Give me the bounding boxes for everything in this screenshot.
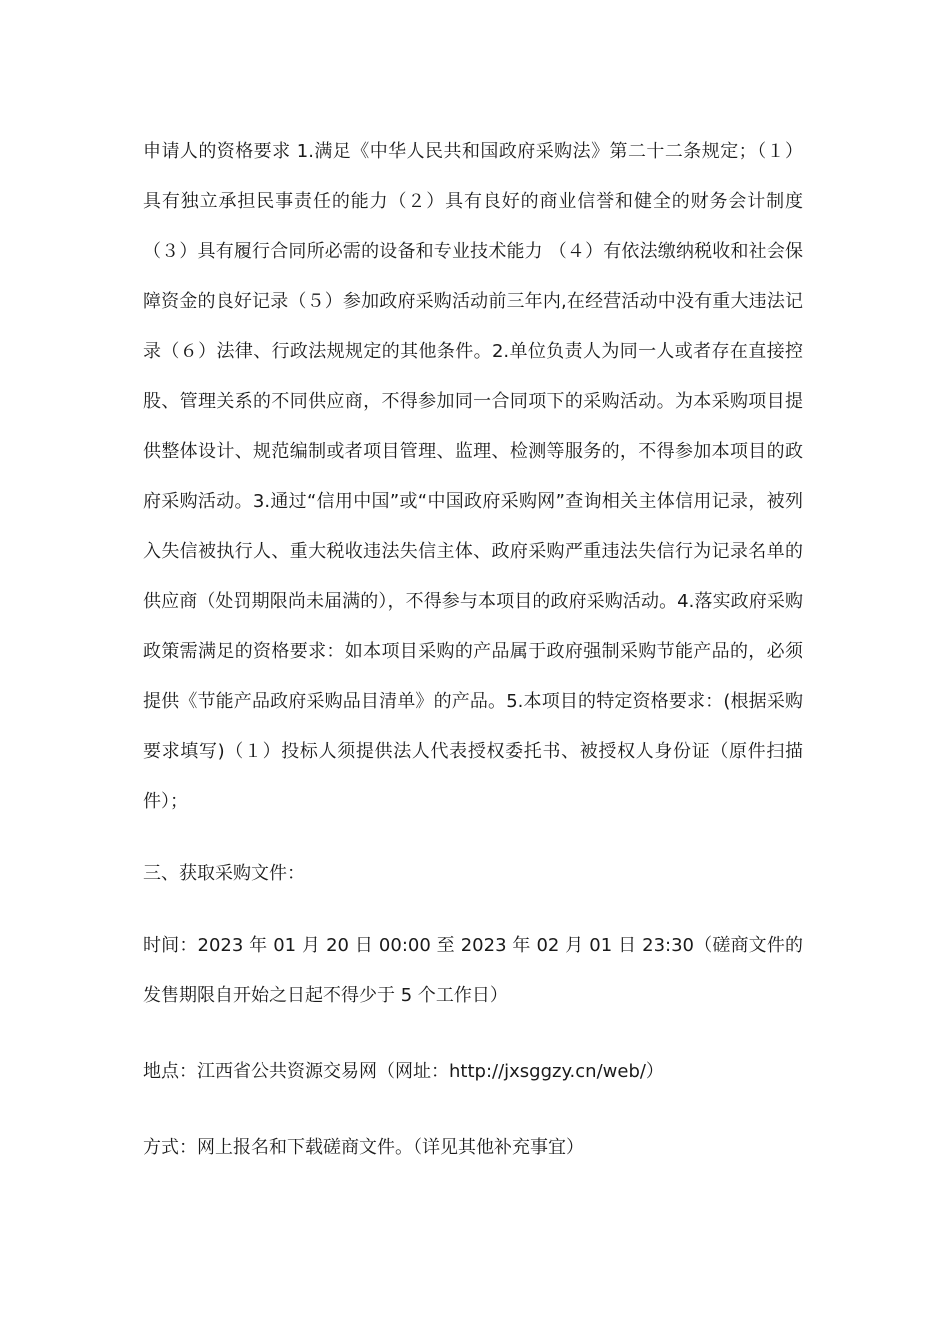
location-paragraph: 地点：江西省公共资源交易网（网址：http://jxsggzy.cn/web/） [143, 1061, 664, 1082]
time-paragraph: 时间：2023 年 01 月 20 日 00:00 至 2023 年 02 月 01 日 23:30（磋商文件的发售期限自开始之日起不得少于 5 个工作日） [143, 935, 803, 1006]
section-heading: 三、获取采购文件： [143, 863, 305, 884]
method-paragraph: 方式：网上报名和下载磋商文件。（详见其他补充事宜） [143, 1137, 584, 1158]
qualification-paragraph: 申请人的资格要求 1.满足《中华人民共和国政府采购法》第二十二条规定；（１）具有独立承担民事责任的能力（２）具有良好的商业信誉和健全的财务会计制度 （３）具有履行合同所必需的设备和专业技术能力 （４）有依法缴纳税收和社会保障资金的良好记录（５）参加政府采购活动前三年内,在经营活动中没有重大违法记录（６）法律、行政法规规定的其他条件。2.单位负责人为同一人或者存在直接控股、管理关系的不同供应商，不得参加同一合同项下的采购活动。为本采购项目提供整体设计、规范编制或者项目管理、监理、检测等服务的，不得参加本项目的政府采购活动。3.通过“信用中国”或“中国政府采购网”查询相关主体信用记录，被列入失信被执行人、重大税收违法失信主体、政府采购严重违法失信行为记录名单的供应商（处罚期限尚未届满的），不得参与本项目的政府采购活动。4.落实政府采购政策需满足的资格要求：如本项目采购的产品属于政府强制采购节能产品的，必须提供《节能产品政府采购品目清单》的产品。5.本项目的特定资格要求：(根据采购要求填写)（１）投标人须提供法人代表授权委托书、被授权人身份证（原件扫描件）； [143, 141, 803, 812]
document-body [143, 127, 803, 1173]
